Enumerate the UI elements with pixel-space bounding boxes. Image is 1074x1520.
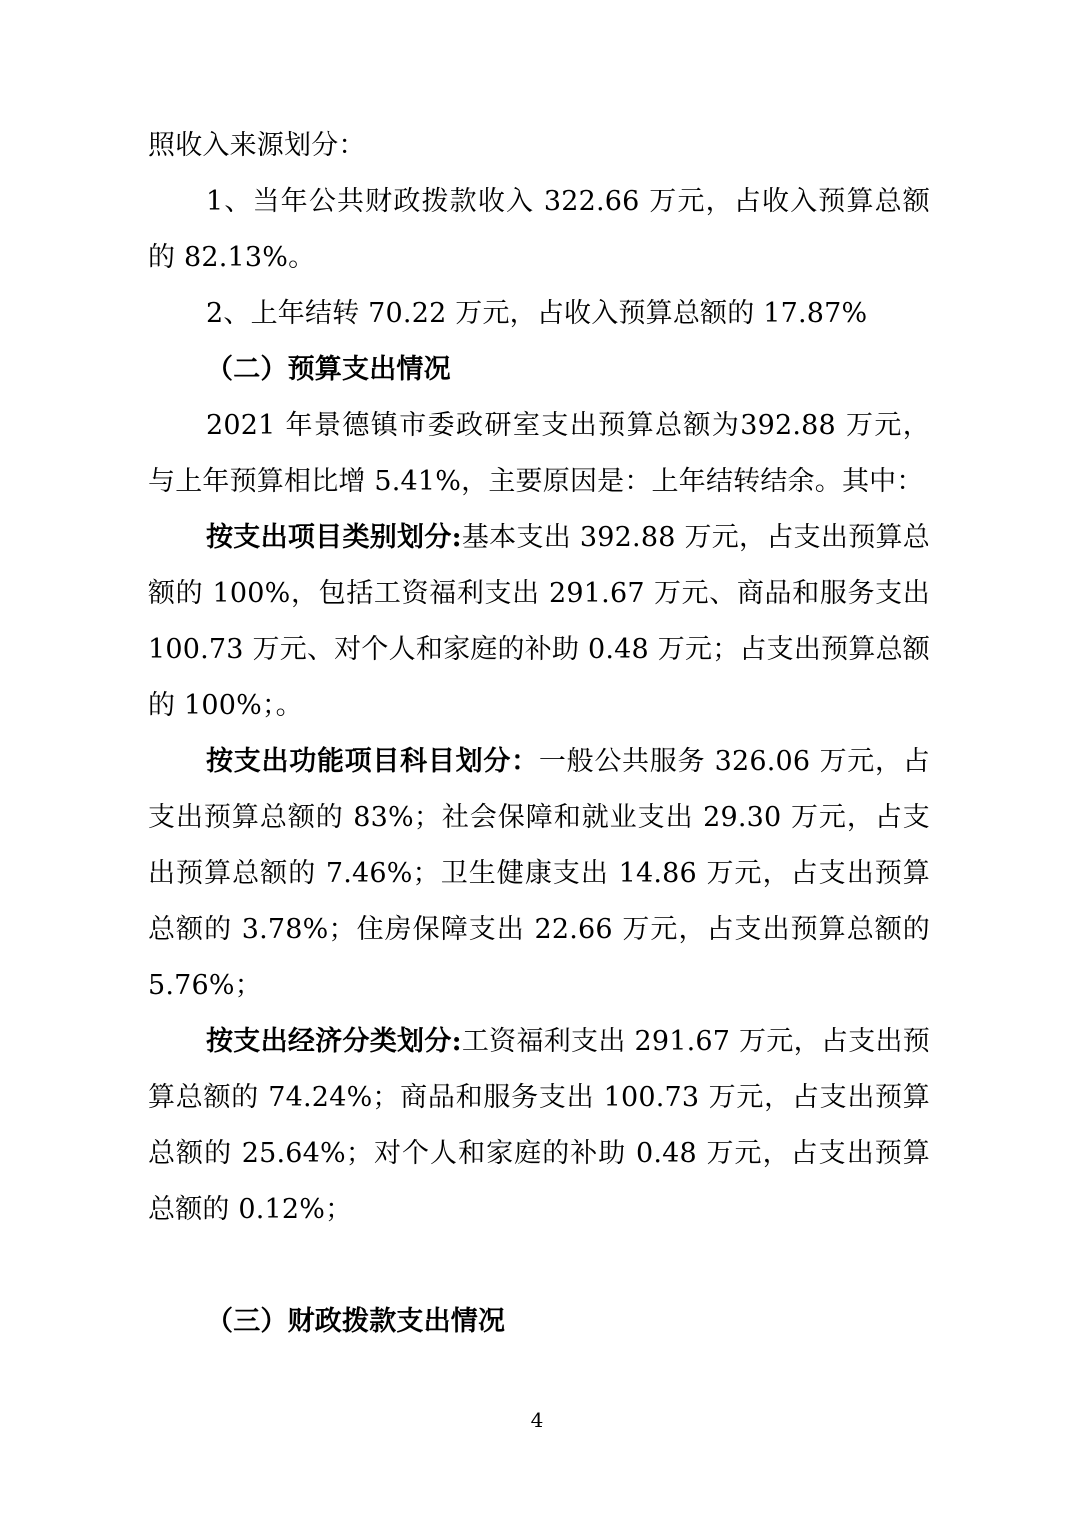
- paragraph-text: 一般公共服务 326.06 万元，占支出预算总额的 83%；社会保障和就业支出 29.30 万元，占支出预算总额的 7.46%；卫生健康支出 14.86 万元，占支出预算总额的 3.78%；住房保障支出 22.66 万元，占支出预算总额的 5.76%；: [148, 746, 930, 1001]
- paragraph-text: 2021 年景德镇市委政研室支出预算总额为392.88 万元，与上年预算相比增 5.41%，主要原因是：上年结转结余。其中：: [148, 410, 930, 497]
- heading-fiscal-appropriation-expenditure: [148, 1294, 930, 1350]
- paragraph-income-item-1: [148, 174, 930, 286]
- paragraph-income-item-2: [148, 286, 930, 342]
- paragraph-expenditure-overview: [148, 398, 930, 510]
- paragraph-by-function: [148, 734, 930, 1014]
- paragraph-text: 基本支出 392.88 万元，占支出预算总额的 100%，包括工资福利支出 291.67 万元、商品和服务支出 100.73 万元、对个人和家庭的补助 0.48 万元；占支出预算总额的 100%；。: [148, 522, 931, 721]
- document-body: [148, 118, 930, 1350]
- paragraph-income-source-lead: [148, 118, 930, 174]
- paragraph-text: 照收入来源划分：: [148, 130, 366, 161]
- paragraph-by-economic: [148, 1014, 930, 1238]
- paragraph-label: 按支出经济分类划分:: [206, 1026, 462, 1057]
- heading-budget-expenditure: [148, 342, 930, 398]
- paragraph-text: 1、当年公共财政拨款收入 322.66 万元，占收入预算总额的 82.13%。: [148, 186, 930, 273]
- heading-text: （二）预算支出情况: [206, 354, 451, 385]
- page-number: 4: [530, 1408, 544, 1432]
- paragraph-text: 2、上年结转 70.22 万元，占收入预算总额的 17.87%: [206, 298, 868, 329]
- paragraph-label: 按支出项目类别划分:: [206, 522, 462, 553]
- heading-text: （三）财政拨款支出情况: [206, 1306, 506, 1337]
- paragraph-label: 按支出功能项目科目划分：: [206, 746, 539, 777]
- paragraph-text: 工资福利支出 291.67 万元，占支出预算总额的 74.24%；商品和服务支出 100.73 万元，占支出预算总额的 25.64%；对个人和家庭的补助 0.48 万元，占支出预算总额的 0.12%；: [148, 1026, 931, 1225]
- paragraph-by-category: [148, 510, 930, 734]
